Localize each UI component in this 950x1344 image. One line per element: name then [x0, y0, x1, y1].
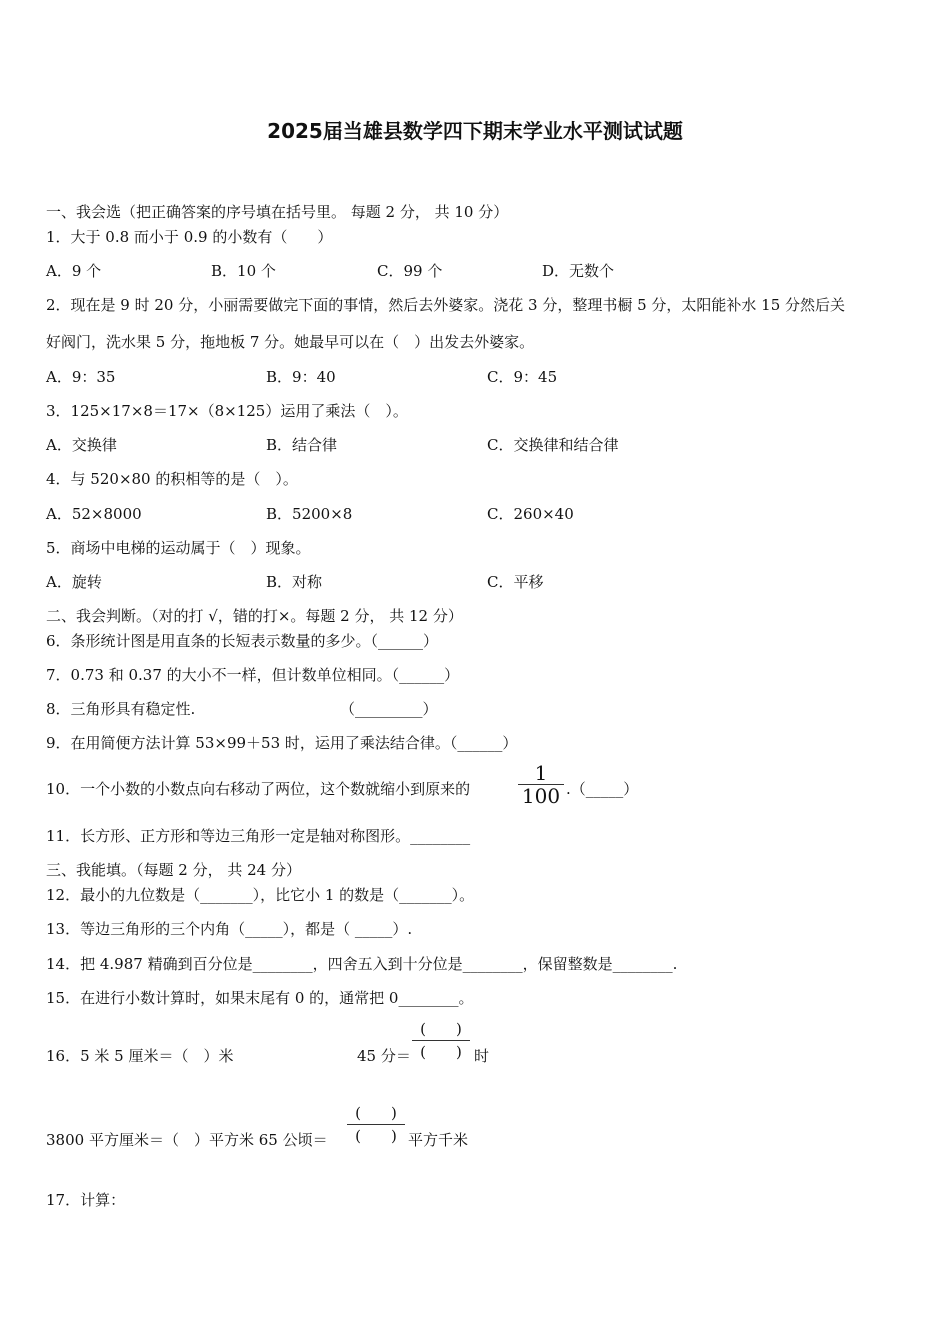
q3-option-a: A．交换律	[46, 436, 117, 454]
q10-fraction-numerator: 1	[534, 761, 548, 785]
q5-option-c: C．平移	[487, 573, 544, 591]
q1-option-b: B．10 个	[211, 262, 276, 280]
question-16-part3: 3800 平方厘米＝（ ）平方米 65 公顷＝	[46, 1131, 328, 1149]
question-17: 17．计算：	[46, 1191, 126, 1209]
question-13: 13．等边三角形的三个内角（_____），都是（ _____）.	[46, 920, 413, 938]
q16-fraction-2-denominator: ( )	[355, 1127, 397, 1145]
q10-fraction-denominator: 100	[521, 784, 561, 808]
q2-option-c: C．9：45	[487, 368, 558, 386]
question-10: 10．一个小数的小数点向右移动了两位，这个数就缩小到原来的	[46, 780, 471, 798]
q1-option-a: A．9 个	[46, 262, 102, 280]
section2-header: 二、我会判断。（对的打 √，错的打×。每题 2 分， 共 12 分）	[46, 607, 463, 625]
q10-fraction	[518, 762, 564, 807]
q2-option-a: A．9：35	[46, 368, 116, 386]
q4-option-a: A．52×8000	[46, 505, 142, 523]
question-9: 9．在用简便方法计算 53×99＋53 时，运用了乘法结合律。（______）	[46, 734, 518, 752]
q16-fraction-1-denominator: ( )	[420, 1043, 462, 1061]
question-4: 4．与 520×80 的积相等的是（ ）。	[46, 470, 298, 488]
q2-option-b: B．9：40	[266, 368, 336, 386]
question-2-line1: 2．现在是 9 时 20 分，小丽需要做完下面的事情，然后去外婆家。浇花 3 分，整理书橱 5 分，太阳能补水 15 分然后关	[46, 296, 846, 314]
question-11: 11．长方形、正方形和等边三角形一定是轴对称图形。________	[46, 827, 471, 845]
question-16-unit-km2: 平方千米	[408, 1131, 469, 1149]
question-8: 8．三角形具有稳定性.	[46, 700, 196, 718]
q3-option-b: B．结合律	[266, 436, 338, 454]
section3-header: 三、我能填。（每题 2 分， 共 24 分）	[46, 861, 301, 879]
q3-option-c: C．交换律和结合律	[487, 436, 619, 454]
q5-option-a: A．旋转	[46, 573, 102, 591]
q16-fraction-2-numerator: ( )	[355, 1104, 397, 1122]
question-6: 6．条形统计图是用直条的长短表示数量的多少。（______）	[46, 632, 439, 650]
question-16-unit-hour: 时	[474, 1047, 490, 1065]
question-2-line2: 好阀门，洗水果 5 分，拖地板 7 分。她最早可以在（ ）出发去外婆家。	[46, 333, 535, 351]
q1-option-c: C．99 个	[377, 262, 443, 280]
question-12: 12．最小的九位数是（_______），比它小 1 的数是（_______）。	[46, 886, 475, 904]
q16-fraction-1	[412, 1018, 470, 1063]
question-5: 5．商场中电梯的运动属于（ ）现象。	[46, 539, 311, 557]
q16-fraction-1-numerator: ( )	[420, 1020, 462, 1038]
page-title: 2025届当雄县数学四下期末学业水平测试试题	[267, 119, 683, 143]
q16-fraction-2	[347, 1102, 405, 1147]
question-3: 3．125×17×8＝17×（8×125）运用了乘法（ ）。	[46, 402, 408, 420]
q4-option-c: C．260×40	[487, 505, 574, 523]
question-10-blank: .（_____）	[566, 780, 639, 798]
q4-option-b: B．5200×8	[266, 505, 353, 523]
question-1: 1．大于 0.8 而小于 0.9 的小数有（ ）	[46, 228, 333, 246]
question-16-part1: 16．5 米 5 厘米＝（ ）米	[46, 1047, 234, 1065]
question-14: 14．把 4.987 精确到百分位是________，四舍五入到十分位是________，保留整数是________.	[46, 955, 678, 973]
q5-option-b: B．对称	[266, 573, 323, 591]
question-16-part2: 45 分＝	[357, 1047, 411, 1065]
question-15: 15．在进行小数计算时，如果末尾有 0 的，通常把 0________。	[46, 989, 474, 1007]
q1-option-d: D．无数个	[542, 262, 615, 280]
section1-header: 一、我会选（把正确答案的序号填在括号里。 每题 2 分， 共 10 分）	[46, 203, 509, 221]
question-7: 7．0.73 和 0.37 的大小不一样，但计数单位相同。（______）	[46, 666, 460, 684]
question-8-blank: （_________）	[340, 700, 438, 718]
